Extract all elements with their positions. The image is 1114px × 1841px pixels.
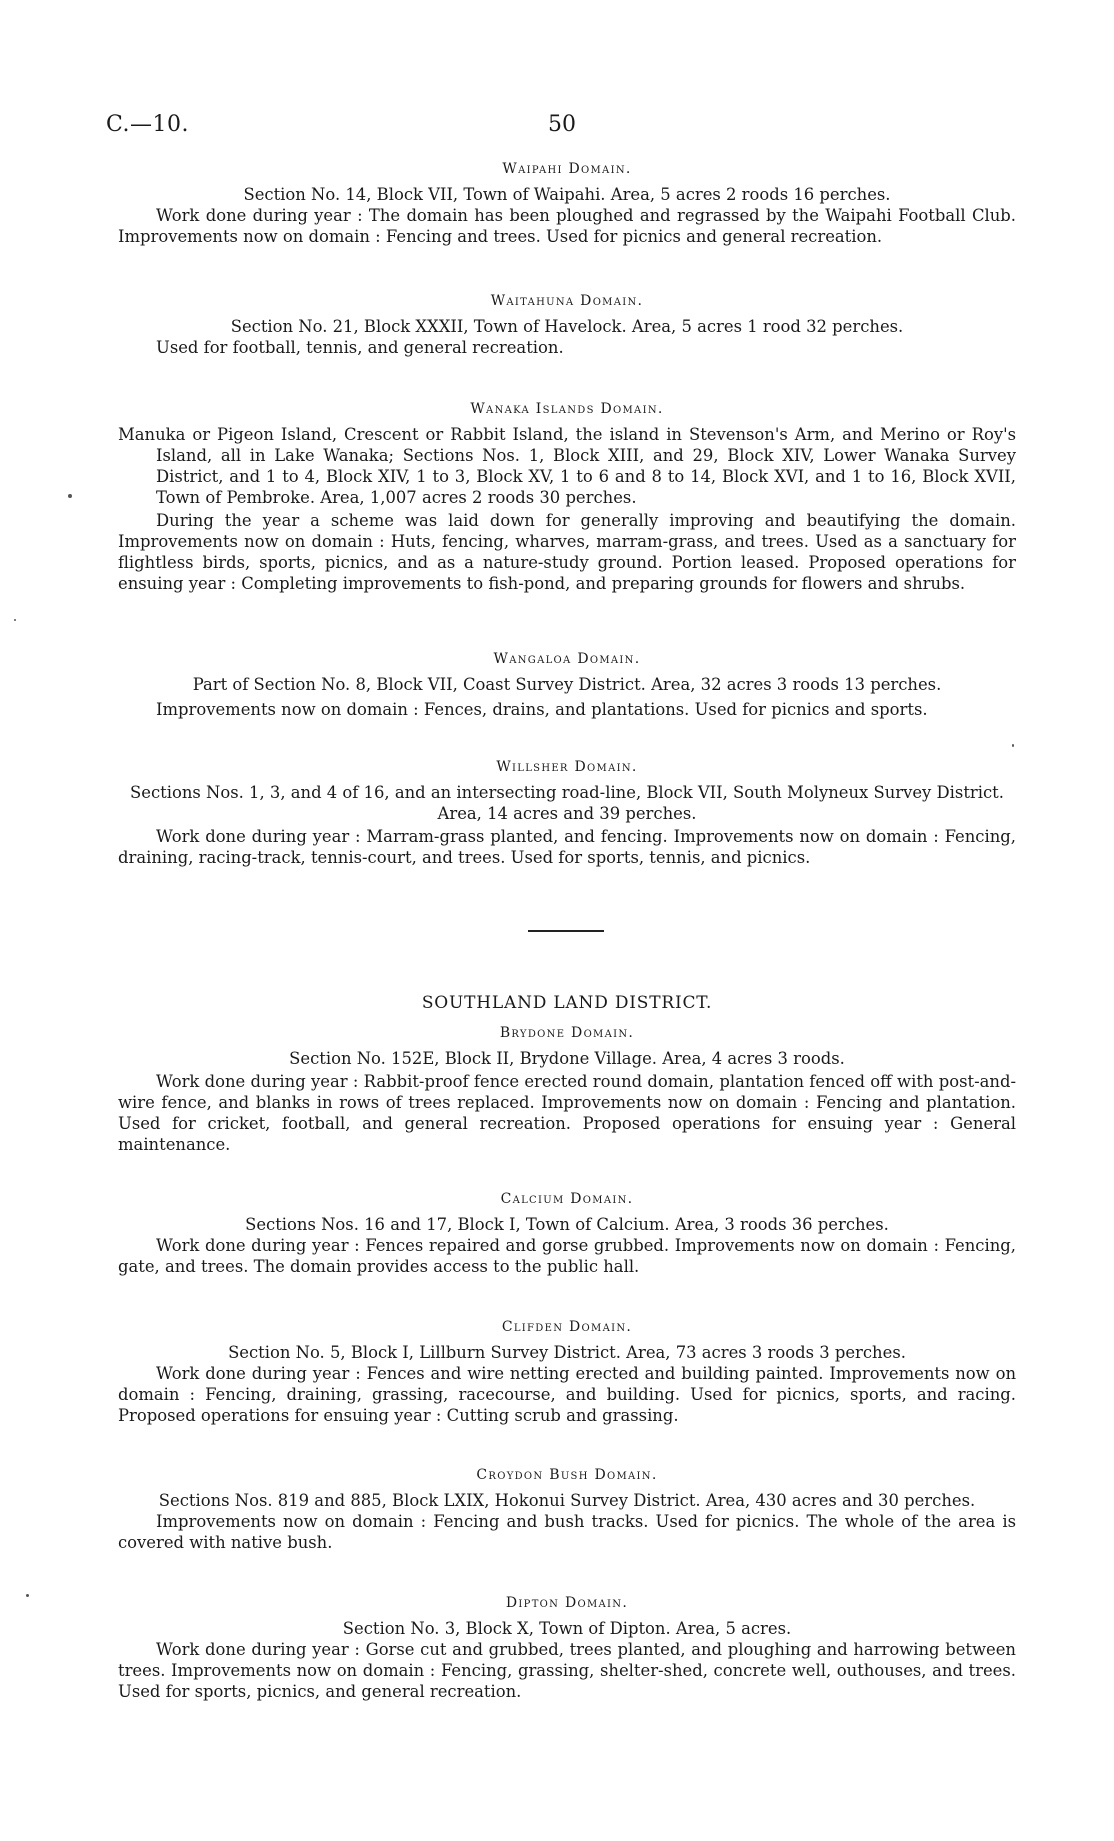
section-description: Part of Section No. 8, Block VII, Coast Survey District. Area, 32 acres 3 roods 13 perches. xyxy=(192,675,942,694)
section-description: Section No. 14, Block VII, Town of Waipahi. Area, 5 acres 2 roods 16 perches. xyxy=(243,185,891,204)
domain-section-waitahuna xyxy=(118,292,1016,358)
section-description: Sections Nos. 819 and 885, Block LXIX, Hokonui Survey District. Area, 430 acres and 30 perches. xyxy=(158,1491,976,1510)
section-details: Work done during year : Fences and wire netting erected and building painted. Improvements now on domain : Fencing, draining, grassing, racecourse, and building. Used for picnics, sports, and racing. Proposed operations for ensuing year : Cutting scrub and grassing. xyxy=(118,1364,1016,1425)
section-description: Manuka or Pigeon Island, Crescent or Rabbit Island, the island in Stevenson's Arm, and Merino or Roy's Island, all in Lake Wanaka; Sections Nos. 1, Block XIII, and 29, Block XIV, Lower Wanaka Survey District, and 1 to 4, Block XIV, 1 to 3, Block XV, 1 to 6 and 8 to 14, Block XVI, and 1 to 16, Block XVII, Town of Pembroke. Area, 1,007 acres 2 roods 30 perches. xyxy=(118,425,1016,507)
domain-section-wanaka-islands xyxy=(118,400,1016,594)
section-heading: Wanaka Islands Domain. xyxy=(470,401,664,417)
section-details: Improvements now on domain : Fencing and bush tracks. Used for picnics. The whole of the area is covered with native bush. xyxy=(118,1512,1016,1552)
domain-section-clifden xyxy=(118,1318,1016,1426)
domain-section-croydon-bush xyxy=(118,1466,1016,1553)
scan-speck xyxy=(1012,744,1014,747)
section-details: Work done during year : Marram-grass planted, and fencing. Improvements now on domain : Fencing, draining, racing-track, tennis-court, and trees. Used for sports, tennis, and picnics. xyxy=(118,827,1016,867)
scan-speck xyxy=(14,619,16,621)
domain-section-waipahi xyxy=(118,160,1016,247)
domain-section-willsher xyxy=(118,758,1016,868)
section-details: Improvements now on domain : Fences, drains, and plantations. Used for picnics and sports. xyxy=(156,700,928,719)
domain-section-brydone xyxy=(118,1024,1016,1155)
section-details: Work done during year : Fences repaired and gorse grubbed. Improvements now on domain : Fencing, gate, and trees. The domain provides access to the public hall. xyxy=(118,1236,1016,1276)
scan-speck xyxy=(26,1594,29,1597)
section-description: Section No. 21, Block XXXII, Town of Havelock. Area, 5 acres 1 rood 32 perches. xyxy=(230,317,904,336)
section-heading: Willsher Domain. xyxy=(496,759,638,775)
page-number: 50 xyxy=(548,112,576,137)
district-title-block xyxy=(118,992,1016,1014)
section-heading: Wangaloa Domain. xyxy=(493,651,641,667)
section-details: Work done during year : Rabbit-proof fence erected round domain, plantation fenced off with post-and-wire fence, and blanks in rows of trees replaced. Improvements now on domain : Fencing and plantation. Used for cricket, football, and general recreation. Proposed operations for ensuing year : General maintenance. xyxy=(118,1072,1016,1154)
section-description: Section No. 5, Block I, Lillburn Survey District. Area, 73 acres 3 roods 3 perches. xyxy=(228,1343,906,1362)
section-heading: Dipton Domain. xyxy=(505,1595,629,1611)
section-description: Section No. 3, Block X, Town of Dipton. Area, 5 acres. xyxy=(342,1619,792,1638)
domain-section-dipton xyxy=(118,1594,1016,1702)
section-heading: Croydon Bush Domain. xyxy=(476,1467,658,1483)
domain-section-wangaloa xyxy=(118,650,1016,720)
scan-speck xyxy=(68,494,72,498)
section-description: Sections Nos. 16 and 17, Block I, Town of Calcium. Area, 3 roods 36 perches. xyxy=(245,1215,889,1234)
district-title: SOUTHLAND LAND DISTRICT. xyxy=(421,993,713,1013)
section-description: Sections Nos. 1, 3, and 4 of 16, and an intersecting road-line, Block VII, South Molyneux Survey District. Area, 14 acres and 39 perches. xyxy=(130,783,1004,823)
section-details: Work done during year : Gorse cut and grubbed, trees planted, and ploughing and harrowing between trees. Improvements now on domain : Fencing, grassing, shelter-shed, concrete well, outhouses, and trees. Used for sports, picnics, and general recreation. xyxy=(118,1640,1016,1701)
section-details: Work done during year : The domain has been ploughed and regrassed by the Waipahi Football Club. Improvements now on domain : Fencing and trees. Used for picnics and general recreation. xyxy=(118,206,1016,246)
section-details: During the year a scheme was laid down for generally improving and beautifying the domain. Improvements now on domain : Huts, fencing, wharves, marram-grass, and trees. Used as a sanctuary for flightless birds, sports, picnics, and as a nature-study ground. Portion leased. Proposed operations for ensuing year : Completing improvements to fish-pond, and preparing grounds for flowers and shrubs. xyxy=(118,511,1016,593)
section-heading: Clifden Domain. xyxy=(501,1319,633,1335)
section-heading: Brydone Domain. xyxy=(499,1025,635,1041)
section-heading: Waitahuna Domain. xyxy=(490,293,644,309)
section-heading: Calcium Domain. xyxy=(500,1191,634,1207)
section-details: Used for football, tennis, and general recreation. xyxy=(156,338,564,357)
page-reference: C.—10. xyxy=(106,112,190,137)
section-heading: Waipahi Domain. xyxy=(502,161,632,177)
section-divider xyxy=(528,930,604,932)
domain-section-calcium xyxy=(118,1190,1016,1277)
section-description: Section No. 152E, Block II, Brydone Village. Area, 4 acres 3 roods. xyxy=(289,1049,845,1068)
